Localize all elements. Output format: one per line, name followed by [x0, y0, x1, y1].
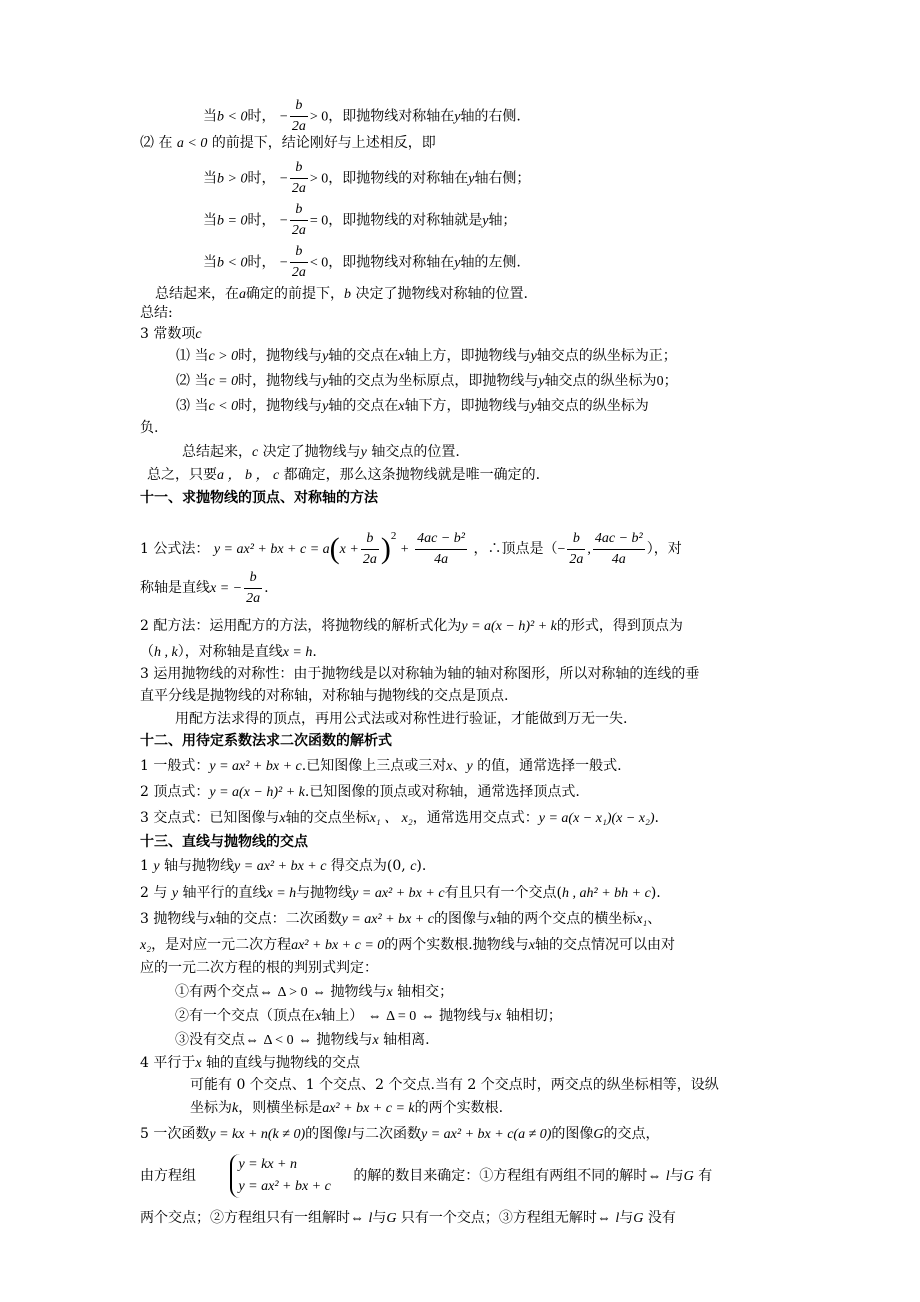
parallel-line-text-cont: 坐标为k，则横坐标是ax² + bx + c = k的两个实数根.	[190, 1100, 504, 1116]
two-intersections: ①有两个交点⇔ Δ > 0 ⇔ 抛物线与x 轴相交；	[175, 984, 454, 1000]
summary-c: 总结起来，c 决定了抛物线与y 轴交点的位置.	[182, 444, 460, 460]
equation-system-cont: 两个交点；②方程组只有一组解时⇔ l与G 只有一个交点；③方程组无解时⇔ l与G 没有	[140, 1210, 676, 1226]
summary-label: 总结:	[140, 305, 173, 321]
verification-note: 用配方法求得的顶点，再用公式法或对称性进行验证，才能做到万无一失.	[175, 711, 628, 727]
section-heading-11: 十一、求抛物线的顶点、对称轴的方法	[140, 490, 378, 506]
line-case-2: ⑵ 在 a < 0 的前提下，结论刚好与上述相反，即	[140, 135, 436, 151]
line-c-neg-cont: 负.	[140, 420, 159, 436]
completing-square-method: 2 配方法：运用配方的方法，将抛物线的解析式化为y = a(x − h)² + k的形式，得到顶点为	[140, 618, 683, 634]
parallel-line-heading: 4 平行于x 轴的直线与抛物线的交点	[140, 1055, 361, 1071]
summary-abc: 总之，只要a ， b ， c 都确定，那么这条抛物线就是唯一确定的.	[147, 467, 541, 483]
y-axis-intersection: 1 y 轴与抛物线y = ax² + bx + c 得交点为(0, c).	[140, 858, 427, 874]
line-c-zero: ⑵ 当c = 0时，抛物线与y轴的交点为坐标原点，即抛物线与y轴交点的纵坐标为0；	[176, 373, 678, 389]
line-c-pos: ⑴ 当c > 0时，抛物线与y轴的交点在x轴上方，即抛物线与y轴交点的纵坐标为正；	[176, 348, 677, 364]
line-b-neg: 当b < 0时， − $\frac{b}{2a}$ < 0，即抛物线对称轴在y轴的左侧.	[203, 242, 521, 283]
axis-line-formula: 称轴是直线x = − $\frac{b}{2a}$ .	[140, 566, 269, 611]
line-b-zero: 当b = 0时， − $\frac{b}{2a}$ = 0，即抛物线的对称轴就是y轴；	[203, 200, 516, 241]
linear-quadratic-intersection: 5 一次函数y = kx + n(k ≠ 0)的图像l与二次函数y = ax² + bx + c(a ≠ 0)的图像G的交点，	[140, 1126, 660, 1142]
intercept-form: 3 交点式：已知图像与x轴的交点坐标x₁ 、 x₂，通常选用交点式：y = a(x − x₁)(x − x₂).	[140, 810, 659, 826]
line-b-neg-a-pos: 当b < 0时， − $\frac{b}{2a}$ > 0，即抛物线对称轴在y轴的右侧.	[203, 96, 521, 137]
equation-system: y = kx + n y = ax² + bx + c	[230, 1154, 336, 1198]
constant-term-heading: 3 常数项c	[140, 326, 202, 342]
vertex-form: 2 顶点式：y = a(x − h)² + k.已知图像的顶点或对称轴，通常选择顶点式.	[140, 784, 580, 800]
section-heading-13: 十三、直线与抛物线的交点	[140, 834, 308, 850]
formula-method: 1 公式法： y = ax² + bx + c = a(x + $\frac{b}{2a}$ )$^2$ + $\frac{\text{4ac − b²}}{4a}$ ，∴顶点是（− $\frac{b}{2a}$ , $\frac{\text{4ac − b²}}{4a}$ ），对	[140, 514, 682, 572]
line-b-pos: 当b > 0时， − $\frac{b}{2a}$ > 0，即抛物线的对称轴在y轴右侧；	[203, 158, 530, 199]
symmetry-method-cont: 直平分线是抛物线的对称轴，对称轴与抛物线的交点是顶点.	[140, 688, 509, 704]
x-axis-intersection: 3 抛物线与x轴的交点：二次函数y = ax² + bx + c的图像与x轴的两个交点的横坐标x₁、	[140, 911, 662, 927]
parallel-line-text: 可能有 0 个交点、1 个交点、2 个交点.当有 2 个交点时，两交点的纵坐标相等，设纵	[190, 1077, 719, 1093]
general-form: 1 一般式：y = ax² + bx + c.已知图像上三点或三对x、y 的值，通常选择一般式.	[140, 758, 622, 774]
symmetry-method: 3 运用抛物线的对称性：由于抛物线是以对称轴为轴的轴对称图形，所以对称轴的连线的垂	[140, 666, 700, 682]
one-intersection: ②有一个交点（顶点在x轴上） ⇔ Δ = 0 ⇔ 抛物线与x 轴相切；	[175, 1008, 562, 1024]
summary-a-b: 总结起来，在a确定的前提下，b 决定了抛物线对称轴的位置.	[155, 286, 528, 302]
x-axis-intersection-cont: x₂，是对应一元二次方程ax² + bx + c = 0的两个实数根.抛物线与x轴的交点情况可以由对	[140, 937, 675, 953]
line-c-neg: ⑶ 当c < 0时，抛物线与y轴的交点在x轴下方，即抛物线与y轴交点的纵坐标为	[176, 398, 649, 414]
vertical-line-intersection: 2 与 y 轴平行的直线x = h与抛物线y = ax² + bx + c有且只有一个交点(h , ah² + bh + c).	[140, 885, 661, 901]
vertex-hk: （h , k），对称轴是直线x = h.	[140, 644, 317, 660]
no-intersection: ③没有交点⇔ Δ < 0 ⇔ 抛物线与x 轴相离.	[175, 1032, 430, 1048]
discriminant-intro: 应的一元二次方程的根的判别式判定：	[140, 960, 378, 976]
equation-system-line: 由方程组 y = kx + n y = ax² + bx + c 的解的数目来确定：①方程组有两组不同的解时⇔ l与G 有	[140, 1150, 712, 1203]
section-heading-12: 十二、用待定系数法求二次函数的解析式	[140, 733, 392, 749]
